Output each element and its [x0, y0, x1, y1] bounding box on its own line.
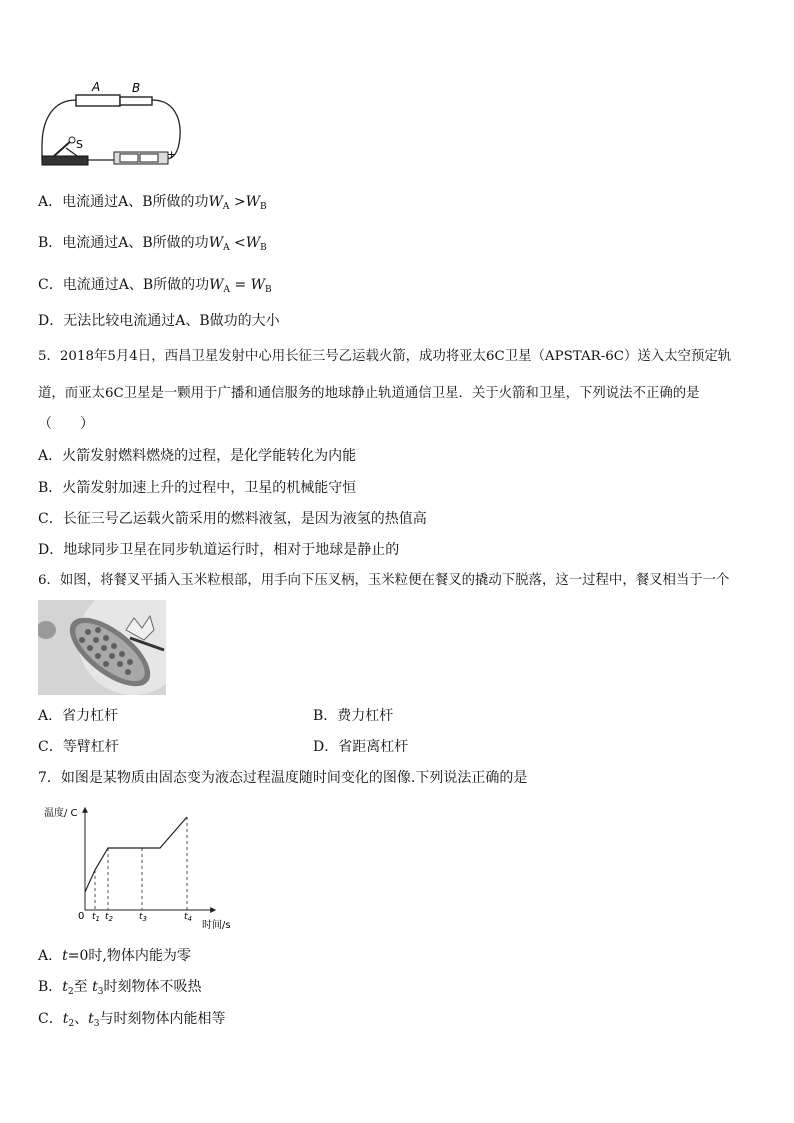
label-b: B	[132, 81, 141, 95]
q5-stem-line1: 5．2018年5月4日，西昌卫星发射中心用长征三号乙运载火箭，成功将亚太6C卫星（APSTAR-6C）送入太空预定轨	[38, 349, 732, 364]
x-axis-label: 时间/s	[202, 920, 231, 931]
label-a: A	[92, 80, 101, 94]
q4-option-c: C．电流通过A、B所做的功$W_A = W_B$	[38, 277, 272, 295]
temperature-time-graph	[40, 800, 240, 934]
tick-t4: $t_4$	[184, 912, 192, 923]
q5-option-a: A．火箭发射燃料燃烧的过程，是化学能转化为内能	[38, 448, 357, 464]
q5-option-b: B．火箭发射加速上升的过程中，卫星的机械能守恒	[38, 480, 357, 496]
tick-t1: $t_1$	[92, 912, 100, 923]
q5-stem-line2: 道，而亚太6C卫星是一颗用于广播和通信服务的地球静止轨道通信卫星．关于火箭和卫星，下列说法不正确的是	[38, 386, 700, 401]
q4-option-a: A．电流通过A、B所做的功$W_A >W_B$	[38, 194, 267, 212]
y-axis-label: 温度/ C	[44, 808, 78, 819]
q5-option-c: C．长征三号乙运载火箭采用的燃料液氢，是因为液氢的热值高	[38, 511, 427, 527]
circuit-diagram	[36, 78, 186, 170]
tick-t2: $t_2$	[105, 912, 113, 923]
q7-option-c: C．$t_2$、$t_3$与时刻物体内能相等	[38, 1011, 226, 1029]
q7-option-b: B．$t_2$至 $t_3$时刻物体不吸热	[38, 979, 202, 997]
label-s: S	[76, 138, 83, 151]
q4-option-b: B．电流通过A、B所做的功$W_A <W_B$	[38, 235, 267, 253]
corn-fork-photo	[38, 600, 166, 695]
origin-label: 0	[78, 911, 85, 922]
q6-option-c: C．等臂杠杆	[38, 739, 119, 755]
tick-t3: $t_3$	[139, 912, 147, 923]
q5-option-d: D．地球同步卫星在同步轨道运行时，相对于地球是静止的	[38, 542, 400, 558]
q5-stem-line3: （ ）	[38, 416, 94, 432]
q7-option-a: A．t=0时,物体内能为零	[38, 948, 191, 964]
q6-option-d: D．省距离杠杆	[313, 739, 409, 755]
q6-option-b: B．费力杠杆	[313, 708, 394, 724]
resistor-b	[120, 97, 152, 105]
label-plus: +	[167, 148, 177, 161]
q7-stem: 7．如图是某物质由固态变为液态过程温度随时间变化的图像.下列说法正确的是	[38, 770, 528, 786]
temperature-curve	[85, 817, 187, 892]
resistor-a	[76, 95, 120, 106]
q6-option-a: A．省力杠杆	[38, 708, 119, 724]
q6-stem: 6．如图，将餐叉平插入玉米粒根部，用手向下压叉柄，玉米粒便在餐叉的撬动下脱落，这一过程中，餐叉相当于一个	[38, 573, 730, 588]
switch-base	[42, 156, 88, 165]
q4-option-d: D．无法比较电流通过A、B做功的大小	[38, 313, 280, 329]
